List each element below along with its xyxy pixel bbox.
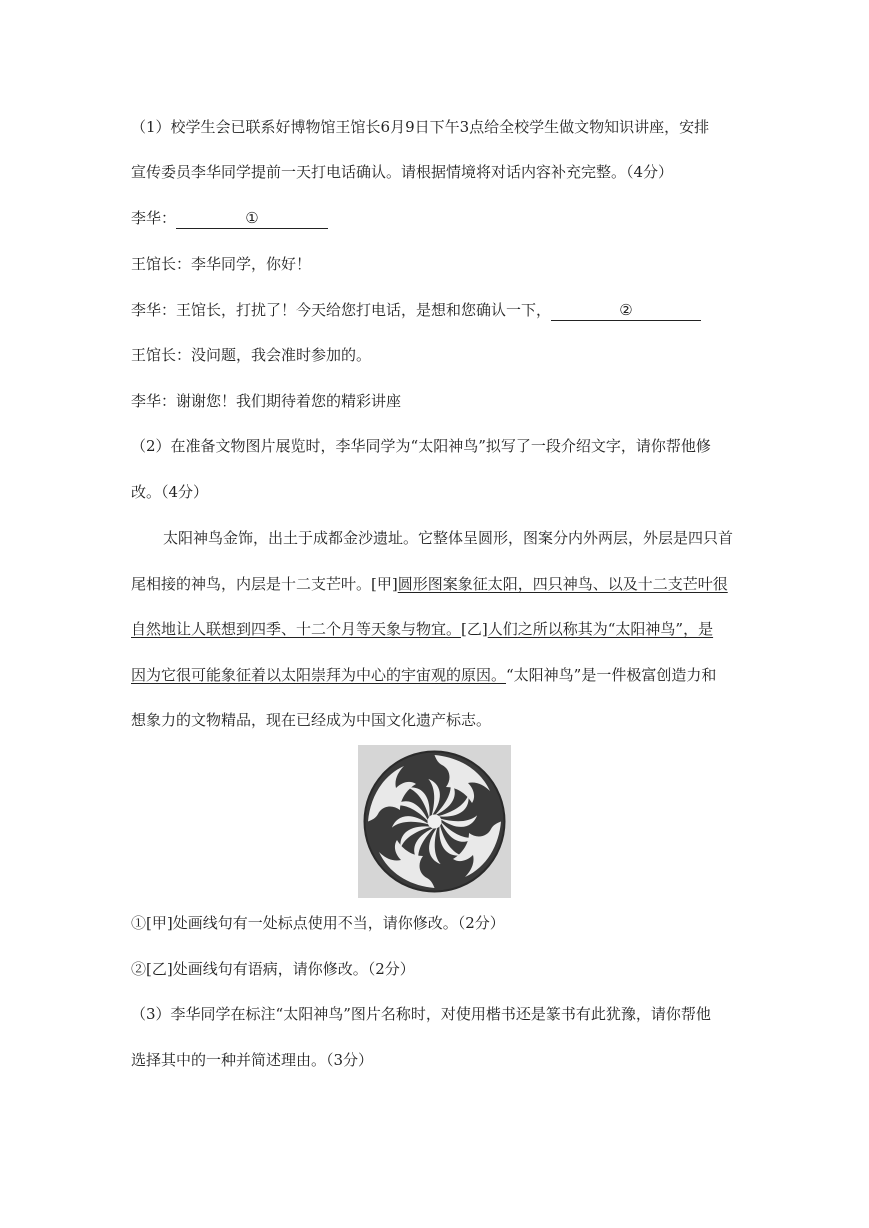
q2-intro-line2: 改。（4分） bbox=[131, 483, 209, 501]
q3-line2: 选择其中的一种并简述理由。（3分） bbox=[131, 1051, 374, 1069]
blank-1-marker: ① bbox=[245, 209, 259, 227]
passage-line-3 bbox=[131, 619, 713, 639]
passage-line-2 bbox=[131, 574, 728, 594]
dialogue-line-5: 李华：谢谢您！我们期待着您的精彩讲座 bbox=[131, 392, 402, 410]
q2-sub-question-1: ①[甲]处画线句有一处标点使用不当，请你修改。（2分） bbox=[131, 914, 505, 932]
blank-2-marker: ② bbox=[619, 301, 633, 319]
passage-line-2-plain: 尾相接的神鸟，内层是十二支芒叶。[甲] bbox=[131, 575, 398, 593]
answer-blank-1[interactable] bbox=[176, 208, 328, 229]
underlined-sentence-jia-part1: 圆形图案象征太阳，四只神鸟、以及十二支芒叶很 bbox=[397, 575, 728, 593]
speaker-lihua: 李华： bbox=[131, 209, 177, 227]
dialogue-line-3 bbox=[131, 300, 701, 321]
q1-intro-line1: （1）校学生会已联系好博物馆王馆长6月9日下午3点给全校学生做文物知识讲座，安排 bbox=[131, 118, 710, 136]
passage-line-5: 想象力的文物精品，现在已经成为中国文化遗产标志。 bbox=[131, 711, 492, 729]
passage-line-4-plain: “太阳神鸟”是一件极富创造力和 bbox=[506, 666, 717, 684]
dialogue-line-1 bbox=[131, 208, 328, 229]
passage-line-1: 太阳神鸟金饰，出土于成都金沙遗址。它整体呈圆形，图案分内外两层，外层是四只首 bbox=[163, 529, 734, 547]
dialogue-line-2: 王馆长：李华同学，你好！ bbox=[131, 255, 312, 273]
sun-bird-gold-ornament-icon bbox=[358, 745, 511, 898]
q2-intro-line1: （2）在准备文物图片展览时，李华同学为“太阳神鸟”拟写了一段介绍文字，请你帮他修 bbox=[131, 437, 711, 455]
q3-line1: （3）李华同学在标注“太阳神鸟”图片名称时，对使用楷书还是篆书有此犹豫，请你帮他 bbox=[131, 1005, 711, 1023]
q2-sub-question-2: ②[乙]处画线句有语病，请你修改。（2分） bbox=[131, 960, 415, 978]
q1-intro-line2: 宣传委员李华同学提前一天打电话确认。请根据情境将对话内容补充完整。（4分） bbox=[131, 163, 674, 181]
dialogue-line-3-text: 李华：王馆长，打扰了！今天给您打电话，是想和您确认一下， bbox=[131, 301, 552, 319]
marker-yi: [乙] bbox=[461, 620, 488, 638]
answer-blank-2[interactable] bbox=[551, 300, 701, 321]
passage-line-4 bbox=[131, 665, 716, 685]
underlined-sentence-yi-part2: 因为它很可能象征着以太阳崇拜为中心的宇宙观的原因。 bbox=[131, 666, 507, 684]
underlined-sentence-jia-part2: 自然地让人联想到四季、十二个月等天象与物宜。 bbox=[131, 620, 462, 638]
sun-bird-image bbox=[358, 745, 511, 898]
underlined-sentence-yi-part1: 人们之所以称其为“太阳神鸟”，是 bbox=[487, 620, 714, 638]
dialogue-line-4: 王馆长：没问题，我会准时参加的。 bbox=[131, 346, 372, 364]
